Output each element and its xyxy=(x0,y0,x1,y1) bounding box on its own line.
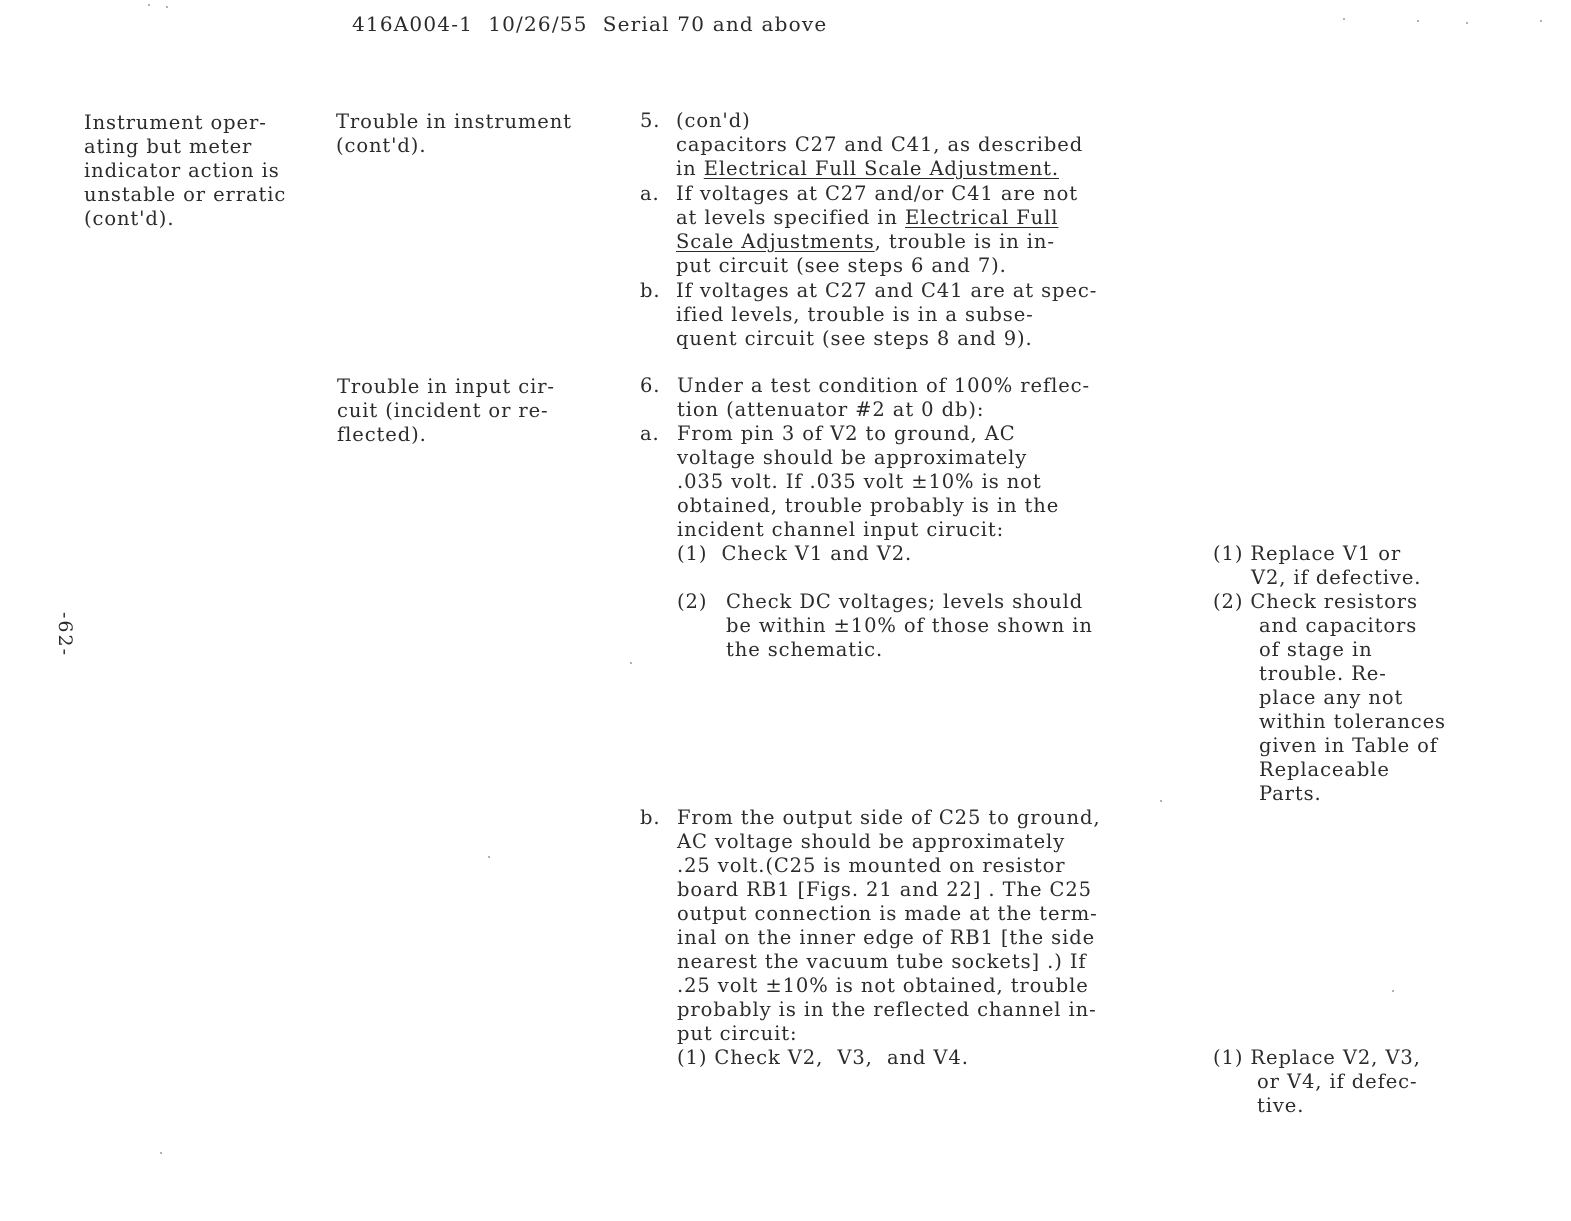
remedy-line: of stage in xyxy=(1259,638,1373,661)
procedure-line xyxy=(676,206,1058,230)
subitem-number: (2) xyxy=(677,590,708,613)
cause-line: (cont'd). xyxy=(336,134,427,157)
procedure-line: probably is in the reflected channel in- xyxy=(677,998,1097,1021)
procedure-line: output connection is made at the term- xyxy=(677,902,1098,925)
scan-speck xyxy=(160,1152,162,1154)
remedy-line: or V4, if defec- xyxy=(1257,1070,1418,1093)
procedure-line: From the output side of C25 to ground, xyxy=(677,806,1101,829)
scan-speck xyxy=(148,4,150,6)
procedure-line: From pin 3 of V2 to ground, AC xyxy=(677,422,1016,445)
procedure-line: ified levels, trouble is in a subse- xyxy=(676,303,1034,326)
procedure-subitem: (1) Check V1 and V2. xyxy=(677,542,913,565)
scan-speck xyxy=(1343,18,1345,20)
remedy-line: (1) Replace V2, V3, xyxy=(1213,1046,1421,1069)
procedure-line: .25 volt ±10% is not obtained, trouble xyxy=(677,974,1089,997)
text-run: , trouble is in in- xyxy=(874,230,1055,253)
reference-link-text: Electrical Full Scale Adjustment. xyxy=(703,157,1059,180)
item-mark: a. xyxy=(640,182,660,205)
item-mark: b. xyxy=(640,806,661,829)
remedy-line: (1) Replace V1 or xyxy=(1213,542,1402,565)
procedure-line: board RB1 [Figs. 21 and 22] . The C25 xyxy=(677,878,1092,901)
step-number: 5. xyxy=(640,109,661,132)
cause-line: Trouble in instrument xyxy=(336,110,572,133)
procedure-line: nearest the vacuum tube sockets] .) If xyxy=(677,950,1087,973)
procedure-line: Check DC voltages; levels should xyxy=(726,590,1084,613)
remedy-line: place any not xyxy=(1259,686,1404,709)
remedy-line: tive. xyxy=(1257,1094,1305,1117)
scan-speck xyxy=(1417,20,1419,22)
procedure-line: .035 volt. If .035 volt ±10% is not xyxy=(677,470,1042,493)
procedure-line: AC voltage should be approximately xyxy=(677,830,1066,853)
remedy-line: within tolerances xyxy=(1259,710,1446,733)
scan-speck xyxy=(488,856,490,858)
scan-speck xyxy=(1540,20,1542,22)
procedure-line: voltage should be approximately xyxy=(677,446,1028,469)
text-run: in xyxy=(676,157,704,180)
symptom-line: ating but meter xyxy=(84,135,253,158)
remedy-line: and capacitors xyxy=(1259,614,1418,637)
page-header: 416A004-1 10/26/55 Serial 70 and above xyxy=(352,12,828,36)
procedure-line: obtained, trouble probably is in the xyxy=(677,494,1060,517)
procedure-line: If voltages at C27 and/or C41 are not xyxy=(676,182,1078,205)
scan-speck xyxy=(166,6,168,8)
symptom-line: indicator action is xyxy=(84,159,280,182)
procedure-line: If voltages at C27 and C41 are at spec- xyxy=(676,279,1098,302)
procedure-line: Under a test condition of 100% reflec- xyxy=(677,374,1090,397)
procedure-line: put circuit: xyxy=(677,1022,798,1045)
symptom-line: unstable or erratic xyxy=(84,183,287,206)
text-run: at levels specified in xyxy=(676,206,905,229)
procedure-line xyxy=(676,157,1059,181)
cause-line: Trouble in input cir- xyxy=(337,375,555,398)
symptom-line: (cont'd). xyxy=(84,207,175,230)
procedure-subitem: (1) Check V2, V3, and V4. xyxy=(677,1046,969,1069)
reference-link-text: Scale Adjustments xyxy=(676,230,875,253)
item-mark: b. xyxy=(640,279,661,302)
step-number: 6. xyxy=(640,374,661,397)
procedure-line: be within ±10% of those shown in xyxy=(726,614,1093,637)
procedure-line: (con'd) xyxy=(676,109,751,132)
reference-link-text: Electrical Full xyxy=(905,206,1059,229)
cause-line: cuit (incident or re- xyxy=(337,399,549,422)
remedy-line: trouble. Re- xyxy=(1259,662,1387,685)
scan-speck xyxy=(630,662,632,664)
procedure-line: put circuit (see steps 6 and 7). xyxy=(676,254,1007,277)
remedy-line: Replaceable xyxy=(1259,758,1390,781)
procedure-line: .25 volt.(C25 is mounted on resistor xyxy=(677,854,1066,877)
item-mark: a. xyxy=(640,422,660,445)
scan-speck xyxy=(1466,22,1468,24)
procedure-line: tion (attenuator #2 at 0 db): xyxy=(677,398,985,421)
procedure-line: inal on the inner edge of RB1 [the side xyxy=(677,926,1096,949)
procedure-line: incident channel input cirucit: xyxy=(677,518,1005,541)
page-number: -62- xyxy=(54,612,76,658)
remedy-line: (2) Check resistors xyxy=(1213,590,1418,613)
procedure-line: the schematic. xyxy=(726,638,884,661)
procedure-line: capacitors C27 and C41, as described xyxy=(676,133,1084,156)
procedure-line xyxy=(676,230,1055,254)
scan-speck xyxy=(1160,800,1162,802)
cause-line: flected). xyxy=(337,423,427,446)
scan-speck xyxy=(1392,990,1394,992)
remedy-line: V2, if defective. xyxy=(1251,566,1422,589)
remedy-line: Parts. xyxy=(1259,782,1322,805)
remedy-line: given in Table of xyxy=(1259,734,1438,757)
symptom-line: Instrument oper- xyxy=(84,111,267,134)
procedure-line: quent circuit (see steps 8 and 9). xyxy=(676,327,1033,350)
